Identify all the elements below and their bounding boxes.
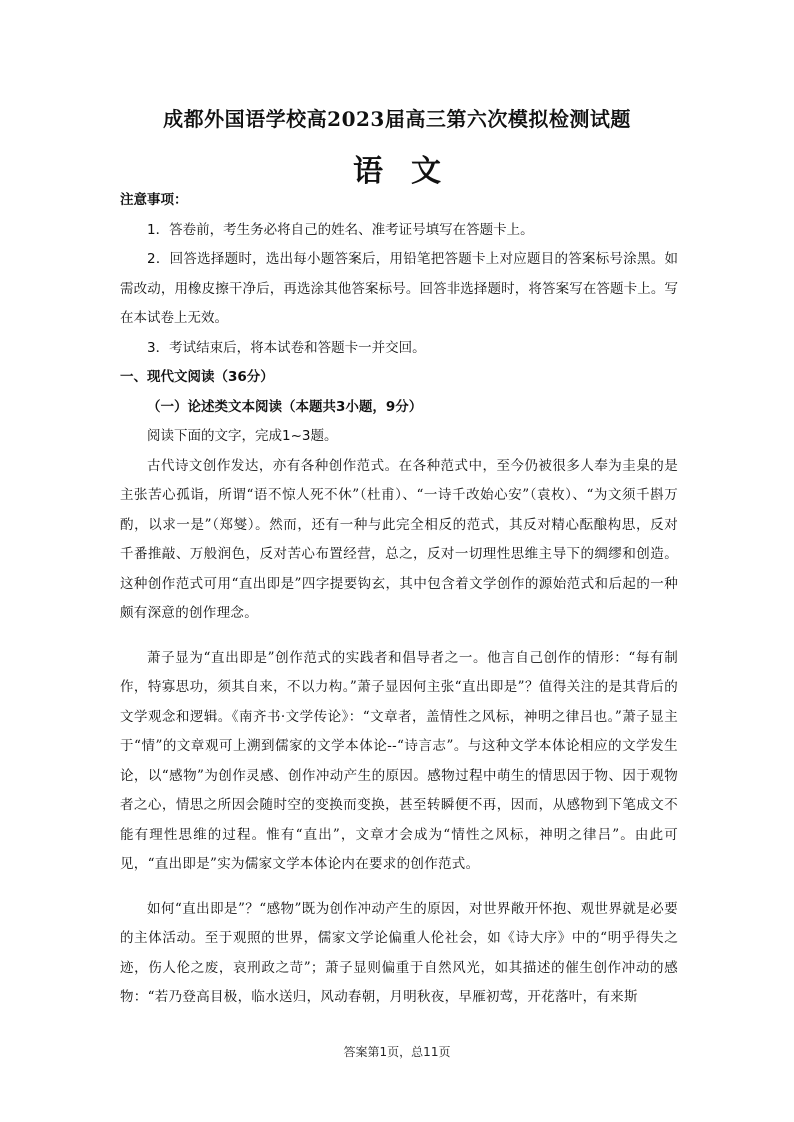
notice-heading: 注意事项： xyxy=(120,192,188,208)
passage-paragraph: 萧子显为“直出即是”创作范式的实践者和倡导者之一。他言自己创作的情形：“每有制作，特寡思功，须其自来，不以力构。”萧子显因何主张“直出即是”？值得关注的是其背后的文学观念和逻辑。《南齐书·文学传论》：“文章者，盖情性之风标，神明之律吕也。”萧子显主于“情”的文章观可上溯到儒家的文学本体论--“诗言志”。与这种文学本体论相应的文学发生论，以“感物”为创作灵感、创作冲动产生的原因。感物过程中萌生的情思因于物、因于观物者之心，情思之所因会随时空的变换而变换，甚至转瞬便不再，因而，从感物到下笔成文不能有理性思维的过程。惟有“直出”，文章才会成为“情性之风标，神明之律吕”。由此可见，“直出即是”实为儒家文学本体论内在要求的创作范式。 xyxy=(120,649,678,872)
section-heading: 一、现代文阅读（36分） xyxy=(120,369,274,385)
passage-paragraph: 如何“直出即是”？“感物”既为创作冲动产生的原因，对世界敞开怀抱、观世界就是必要的主体活动。至于观照的世界，儒家文学论偏重人伦社会，如《诗大序》中的“明乎得失之迹，伤人伦之废，哀刑政之苛”；萧子显则偏重于自然风光，如其描述的催生创作冲动的感物：“若乃登高目极，临水送归，风动春朝，月明秋夜，早雁初莺，开花落叶，有来斯 xyxy=(120,900,678,1005)
notice-item: 2．回答选择题时，选出每小题答案后，用铅笔把答题卡上对应题目的答案标号涂黑。如需改动，用橡皮擦干净后，再选涂其他答案标号。回答非选择题时，将答案写在答题卡上。写在本试卷上无效。 xyxy=(120,251,678,326)
section-subheading: （一）论述类文本阅读（本题共3小题，9分） xyxy=(147,398,423,415)
reading-instruction: 阅读下面的文字，完成1~3题。 xyxy=(147,428,338,444)
subject-title: 语文 xyxy=(353,154,469,189)
page-footer: 答案第1页，总11页 xyxy=(343,1045,451,1059)
passage-paragraph: 古代诗文创作发达，亦有各种创作范式。在各种范式中，至今仍被很多人奉为圭臬的是主张苦心孤诣，所谓“语不惊人死不休”（杜甫）、“一诗千改始心安”（袁枚）、“为文须千斟万酌，以求一是”（郑燮）。然而，还有一种与此完全相反的范式，其反对精心酝酿构思，反对千番推敲、万般润色，反对苦心布置经营，总之，反对一切理性思维主导下的绸缪和创造。这种创作范式可用“直出即是”四字提要钩玄，其中包含着文学创作的源始范式和后起的一种颇有深意的创作理念。 xyxy=(120,457,678,621)
exam-body xyxy=(120,186,678,1013)
notice-item: 1．答卷前，考生务必将自己的姓名、准考证号填写在答题卡上。 xyxy=(147,221,534,238)
notice-item: 3．考试结束后，将本试卷和答题卡一并交回。 xyxy=(147,339,426,356)
exam-title: 成都外国语学校高2023届高三第六次模拟检测试题 xyxy=(163,107,631,131)
